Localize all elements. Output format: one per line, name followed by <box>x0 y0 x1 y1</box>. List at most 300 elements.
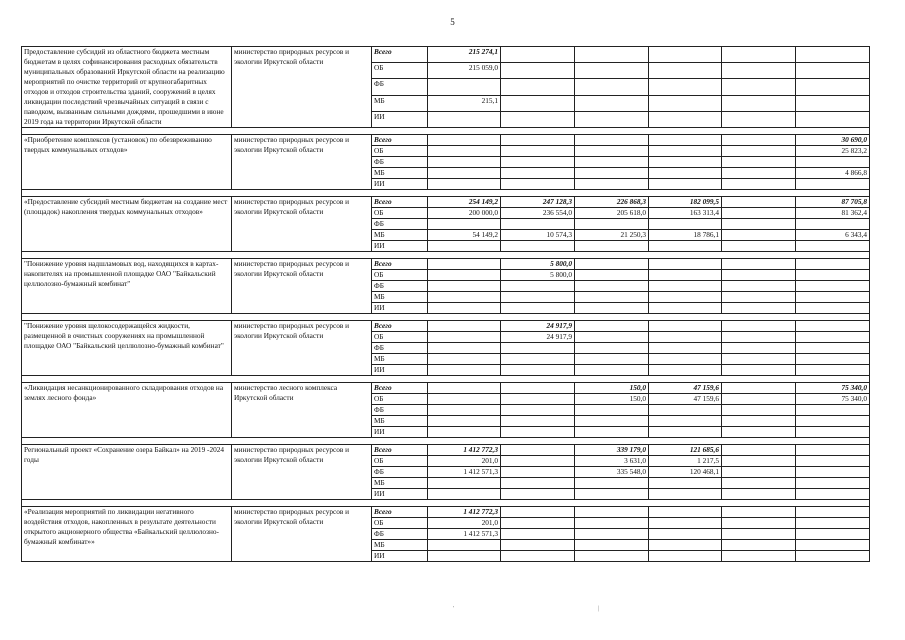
amount-cell: 215 059,0 <box>428 63 501 79</box>
measure-name: Предоставление субсидий из областного бюджета местным бюджетам в целях софинансирования расходных обязательств муниципальных образований Иркутской области на реализацию мероприятий по очистке территорий от крупногабаритных отходов и отходов строительства зданий, сооружений в целях ликвидации последствий чрезвычайных ситуаций в связи с паводком, вызванным сильными дождями, прошедшими в июне 2019 года на территории Иркутской области <box>22 47 232 128</box>
amount-cell <box>649 321 722 332</box>
amount-cell <box>428 79 501 95</box>
amount-cell <box>796 405 870 416</box>
measure-name: «Предоставление субсидий местным бюджетам на создание мест (площадок) накопления твердых коммунальных отходов» <box>22 197 232 252</box>
funding-source-cell: ИИ <box>372 427 428 438</box>
measure-name: "Понижение уровня надшламовых вод, находящихся в картах-накопителях на промышленной площадке ОАО "Байкальский целлюлозно-бумажный комбинат" <box>22 259 232 314</box>
amount-cell: 87 705,8 <box>796 197 870 208</box>
amount-cell <box>575 303 649 314</box>
amount-cell <box>796 281 870 292</box>
amount-cell <box>722 47 796 63</box>
amount-cell <box>722 456 796 467</box>
amount-cell <box>575 332 649 343</box>
amount-cell <box>796 456 870 467</box>
amount-cell <box>575 518 649 529</box>
amount-cell <box>649 507 722 518</box>
funding-source-cell: ОБ <box>372 456 428 467</box>
amount-cell: 18 786,1 <box>649 230 722 241</box>
table-row <box>22 197 870 208</box>
funding-source-cell: ОБ <box>372 63 428 79</box>
funding-source-cell: МБ <box>372 95 428 111</box>
amount-cell <box>428 489 501 500</box>
amount-cell <box>501 427 575 438</box>
amount-cell <box>649 540 722 551</box>
amount-cell: 150,0 <box>575 383 649 394</box>
amount-cell <box>501 343 575 354</box>
amount-cell <box>722 95 796 111</box>
amount-cell <box>722 445 796 456</box>
amount-cell: 226 868,3 <box>575 197 649 208</box>
executor-cell: министерство природных ресурсов и экологии Иркутской области <box>232 321 372 376</box>
table-row <box>22 135 870 146</box>
amount-cell <box>501 478 575 489</box>
amount-cell <box>722 208 796 219</box>
amount-cell <box>575 219 649 230</box>
amount-cell <box>649 179 722 190</box>
funding-source-cell: ИИ <box>372 303 428 314</box>
amount-cell: 75 340,0 <box>796 383 870 394</box>
amount-cell <box>428 405 501 416</box>
amount-cell <box>796 157 870 168</box>
amount-cell <box>501 551 575 562</box>
amount-cell <box>649 95 722 111</box>
amount-cell <box>796 111 870 127</box>
amount-cell: 75 340,0 <box>796 394 870 405</box>
table-row <box>22 47 870 63</box>
amount-cell <box>649 270 722 281</box>
amount-cell: 4 866,8 <box>796 168 870 179</box>
funding-source-cell: МБ <box>372 354 428 365</box>
amount-cell <box>722 111 796 127</box>
funding-source-cell: Всего <box>372 259 428 270</box>
amount-cell <box>796 365 870 376</box>
amount-cell <box>796 507 870 518</box>
amount-cell <box>722 551 796 562</box>
amount-cell: 201,0 <box>428 456 501 467</box>
amount-cell <box>796 489 870 500</box>
amount-cell: 201,0 <box>428 518 501 529</box>
amount-cell <box>796 467 870 478</box>
amount-cell <box>501 219 575 230</box>
amount-cell <box>796 303 870 314</box>
page-number: 5 <box>450 17 455 27</box>
amount-cell <box>649 146 722 157</box>
block-separator <box>22 190 870 197</box>
amount-cell <box>501 179 575 190</box>
table-body <box>22 47 870 562</box>
amount-cell <box>649 332 722 343</box>
amount-cell <box>796 179 870 190</box>
amount-cell <box>575 259 649 270</box>
amount-cell <box>575 354 649 365</box>
amount-cell <box>649 111 722 127</box>
amount-cell: 339 179,0 <box>575 445 649 456</box>
funding-source-cell: МБ <box>372 416 428 427</box>
funding-source-cell: Всего <box>372 197 428 208</box>
amount-cell <box>649 292 722 303</box>
amount-cell: 1 412 571,3 <box>428 467 501 478</box>
amount-cell <box>501 168 575 179</box>
amount-cell <box>575 489 649 500</box>
amount-cell <box>428 321 501 332</box>
amount-cell <box>796 354 870 365</box>
amount-cell: 1 412 772,3 <box>428 507 501 518</box>
amount-cell <box>722 281 796 292</box>
amount-cell: 163 313,4 <box>649 208 722 219</box>
amount-cell <box>649 241 722 252</box>
amount-cell <box>428 111 501 127</box>
budget-table <box>21 46 870 562</box>
amount-cell <box>428 146 501 157</box>
amount-cell <box>649 303 722 314</box>
block-separator <box>22 438 870 445</box>
amount-cell <box>722 343 796 354</box>
amount-cell: 247 128,3 <box>501 197 575 208</box>
amount-cell <box>428 540 501 551</box>
amount-cell <box>428 394 501 405</box>
table-row <box>22 507 870 518</box>
block-separator <box>22 128 870 135</box>
amount-cell: 30 690,0 <box>796 135 870 146</box>
amount-cell <box>428 332 501 343</box>
amount-cell <box>575 365 649 376</box>
table-row <box>22 383 870 394</box>
amount-cell <box>575 79 649 95</box>
amount-cell <box>722 365 796 376</box>
amount-cell <box>575 179 649 190</box>
funding-source-cell: ФБ <box>372 529 428 540</box>
funding-source-cell: ФБ <box>372 405 428 416</box>
amount-cell <box>722 219 796 230</box>
amount-cell <box>722 427 796 438</box>
amount-cell <box>722 179 796 190</box>
amount-cell <box>796 416 870 427</box>
amount-cell: 21 250,3 <box>575 230 649 241</box>
amount-cell: 236 554,0 <box>501 208 575 219</box>
amount-cell <box>722 168 796 179</box>
amount-cell <box>575 146 649 157</box>
amount-cell <box>796 270 870 281</box>
funding-source-cell: ИИ <box>372 489 428 500</box>
amount-cell <box>796 63 870 79</box>
amount-cell <box>501 95 575 111</box>
scan-artifact: | <box>598 606 600 612</box>
block-separator <box>22 314 870 321</box>
table-row <box>22 259 870 270</box>
amount-cell <box>649 489 722 500</box>
funding-source-cell: МБ <box>372 292 428 303</box>
amount-cell: 3 631,0 <box>575 456 649 467</box>
amount-cell: 54 149,2 <box>428 230 501 241</box>
amount-cell <box>649 529 722 540</box>
amount-cell <box>722 241 796 252</box>
amount-cell <box>575 111 649 127</box>
amount-cell <box>796 292 870 303</box>
amount-cell <box>722 354 796 365</box>
amount-cell: 254 149,2 <box>428 197 501 208</box>
amount-cell <box>501 146 575 157</box>
amount-cell <box>575 416 649 427</box>
amount-cell: 6 343,4 <box>796 230 870 241</box>
amount-cell <box>575 63 649 79</box>
funding-source-cell: Всего <box>372 47 428 63</box>
amount-cell <box>722 157 796 168</box>
funding-source-cell: ИИ <box>372 111 428 127</box>
amount-cell <box>575 529 649 540</box>
amount-cell <box>501 456 575 467</box>
funding-source-cell: МБ <box>372 168 428 179</box>
amount-cell <box>649 416 722 427</box>
amount-cell <box>722 467 796 478</box>
amount-cell <box>575 157 649 168</box>
amount-cell <box>722 292 796 303</box>
amount-cell <box>575 551 649 562</box>
measure-name: Региональный проект «Сохранение озера Байкал» на 2019 -2024 годы <box>22 445 232 500</box>
amount-cell <box>722 332 796 343</box>
amount-cell <box>649 343 722 354</box>
amount-cell <box>575 281 649 292</box>
amount-cell <box>649 478 722 489</box>
amount-cell <box>722 529 796 540</box>
funding-source-cell: ОБ <box>372 518 428 529</box>
amount-cell <box>575 168 649 179</box>
amount-cell: 5 800,0 <box>501 259 575 270</box>
executor-cell: министерство лесного комплекса Иркутской области <box>232 383 372 438</box>
scan-artifact: ' <box>453 606 455 612</box>
amount-cell <box>649 518 722 529</box>
executor-cell: министерство природных ресурсов и экологии Иркутской области <box>232 135 372 190</box>
funding-source-cell: МБ <box>372 478 428 489</box>
amount-cell <box>796 219 870 230</box>
amount-cell: 120 468,1 <box>649 467 722 478</box>
amount-cell <box>796 343 870 354</box>
amount-cell <box>428 259 501 270</box>
amount-cell <box>501 445 575 456</box>
amount-cell: 215 274,1 <box>428 47 501 63</box>
amount-cell <box>722 79 796 95</box>
amount-cell <box>796 241 870 252</box>
amount-cell <box>501 405 575 416</box>
executor-cell: министерство природных ресурсов и экологии Иркутской области <box>232 259 372 314</box>
funding-source-cell: МБ <box>372 540 428 551</box>
amount-cell <box>501 241 575 252</box>
amount-cell <box>501 157 575 168</box>
amount-cell <box>575 241 649 252</box>
amount-cell <box>428 551 501 562</box>
amount-cell <box>575 135 649 146</box>
amount-cell <box>796 540 870 551</box>
amount-cell <box>796 259 870 270</box>
amount-cell: 1 217,5 <box>649 456 722 467</box>
funding-source-cell: ФБ <box>372 467 428 478</box>
funding-source-cell: Всего <box>372 321 428 332</box>
amount-cell <box>722 540 796 551</box>
amount-cell <box>796 445 870 456</box>
amount-cell <box>428 365 501 376</box>
amount-cell: 1 412 772,3 <box>428 445 501 456</box>
amount-cell <box>501 507 575 518</box>
amount-cell <box>428 427 501 438</box>
amount-cell <box>649 168 722 179</box>
amount-cell <box>722 405 796 416</box>
amount-cell <box>722 478 796 489</box>
amount-cell <box>428 157 501 168</box>
amount-cell <box>722 303 796 314</box>
funding-source-cell: ФБ <box>372 219 428 230</box>
amount-cell <box>722 507 796 518</box>
executor-cell: министерство природных ресурсов и экологии Иркутской области <box>232 445 372 500</box>
amount-cell <box>722 518 796 529</box>
amount-cell <box>649 427 722 438</box>
amount-cell <box>649 354 722 365</box>
amount-cell <box>796 478 870 489</box>
amount-cell <box>649 157 722 168</box>
amount-cell <box>722 416 796 427</box>
amount-cell <box>428 270 501 281</box>
amount-cell: 81 362,4 <box>796 208 870 219</box>
amount-cell <box>428 241 501 252</box>
amount-cell: 1 412 571,3 <box>428 529 501 540</box>
amount-cell <box>649 281 722 292</box>
amount-cell <box>501 79 575 95</box>
amount-cell <box>575 478 649 489</box>
block-separator <box>22 500 870 507</box>
funding-source-cell: Всего <box>372 445 428 456</box>
amount-cell <box>501 365 575 376</box>
amount-cell <box>649 63 722 79</box>
table-row <box>22 445 870 456</box>
block-separator <box>22 376 870 383</box>
amount-cell: 5 800,0 <box>501 270 575 281</box>
amount-cell <box>649 47 722 63</box>
amount-cell <box>796 95 870 111</box>
amount-cell: 24 917,9 <box>501 321 575 332</box>
amount-cell: 10 574,3 <box>501 230 575 241</box>
amount-cell <box>575 321 649 332</box>
funding-source-cell: ОБ <box>372 394 428 405</box>
measure-name: «Ликвидация несанкционированного складирования отходов на землях лесного фонда» <box>22 383 232 438</box>
amount-cell <box>649 219 722 230</box>
amount-cell <box>428 292 501 303</box>
amount-cell: 335 548,0 <box>575 467 649 478</box>
measure-name: «Реализация мероприятий по ликвидации негативного воздействия отходов, накопленных в результате деятельности открытого акционерного общества «Байкальский целлюлозно-бумажный комбинат»» <box>22 507 232 562</box>
amount-cell <box>796 321 870 332</box>
funding-source-cell: Всего <box>372 383 428 394</box>
table-row <box>22 321 870 332</box>
funding-source-cell: ИИ <box>372 365 428 376</box>
amount-cell <box>501 529 575 540</box>
amount-cell <box>501 416 575 427</box>
amount-cell <box>722 489 796 500</box>
funding-source-cell: ФБ <box>372 79 428 95</box>
funding-source-cell: ФБ <box>372 157 428 168</box>
funding-source-cell: ИИ <box>372 241 428 252</box>
amount-cell <box>796 47 870 63</box>
amount-cell <box>501 281 575 292</box>
amount-cell <box>796 518 870 529</box>
amount-cell <box>501 303 575 314</box>
amount-cell <box>649 259 722 270</box>
amount-cell <box>575 292 649 303</box>
amount-cell <box>501 467 575 478</box>
funding-source-cell: ИИ <box>372 551 428 562</box>
amount-cell: 47 159,6 <box>649 383 722 394</box>
funding-source-cell: ОБ <box>372 208 428 219</box>
amount-cell <box>428 354 501 365</box>
amount-cell: 205 618,0 <box>575 208 649 219</box>
amount-cell <box>722 383 796 394</box>
funding-source-cell: ОБ <box>372 146 428 157</box>
amount-cell <box>428 416 501 427</box>
amount-cell <box>501 354 575 365</box>
amount-cell <box>428 303 501 314</box>
amount-cell: 200 000,0 <box>428 208 501 219</box>
funding-source-cell: ОБ <box>372 270 428 281</box>
amount-cell <box>428 219 501 230</box>
amount-cell <box>722 321 796 332</box>
amount-cell <box>501 383 575 394</box>
amount-cell <box>428 168 501 179</box>
amount-cell <box>428 478 501 489</box>
executor-cell: министерство природных ресурсов и экологии Иркутской области <box>232 507 372 562</box>
amount-cell <box>575 427 649 438</box>
amount-cell <box>649 365 722 376</box>
amount-cell <box>796 551 870 562</box>
amount-cell <box>575 507 649 518</box>
funding-source-cell: ФБ <box>372 281 428 292</box>
amount-cell: 150,0 <box>575 394 649 405</box>
amount-cell <box>796 332 870 343</box>
amount-cell <box>575 343 649 354</box>
amount-cell <box>722 270 796 281</box>
amount-cell <box>501 111 575 127</box>
amount-cell <box>722 146 796 157</box>
amount-cell <box>575 270 649 281</box>
amount-cell <box>428 135 501 146</box>
amount-cell <box>722 197 796 208</box>
amount-cell: 215,1 <box>428 95 501 111</box>
amount-cell <box>501 489 575 500</box>
measure-name: "Понижение уровня щелокосодержащейся жидкости, размещенной в очистных сооружениях на промышленной площадке ОАО "Байкальский целлюлозно-бумажный комбинат" <box>22 321 232 376</box>
amount-cell: 24 917,9 <box>501 332 575 343</box>
amount-cell <box>501 518 575 529</box>
amount-cell <box>501 394 575 405</box>
amount-cell <box>428 281 501 292</box>
amount-cell: 182 099,5 <box>649 197 722 208</box>
amount-cell <box>796 427 870 438</box>
amount-cell <box>796 529 870 540</box>
amount-cell <box>796 79 870 95</box>
amount-cell <box>722 394 796 405</box>
amount-cell <box>428 383 501 394</box>
amount-cell <box>428 343 501 354</box>
amount-cell <box>722 259 796 270</box>
executor-cell: министерство природных ресурсов и экологии Иркутской области <box>232 47 372 128</box>
amount-cell <box>575 47 649 63</box>
block-separator <box>22 252 870 259</box>
amount-cell <box>501 47 575 63</box>
amount-cell <box>649 79 722 95</box>
funding-source-cell: МБ <box>372 230 428 241</box>
amount-cell <box>501 292 575 303</box>
amount-cell: 25 823,2 <box>796 146 870 157</box>
amount-cell <box>575 95 649 111</box>
amount-cell <box>501 63 575 79</box>
amount-cell: 47 159,6 <box>649 394 722 405</box>
funding-source-cell: ФБ <box>372 343 428 354</box>
amount-cell <box>428 179 501 190</box>
amount-cell <box>649 135 722 146</box>
